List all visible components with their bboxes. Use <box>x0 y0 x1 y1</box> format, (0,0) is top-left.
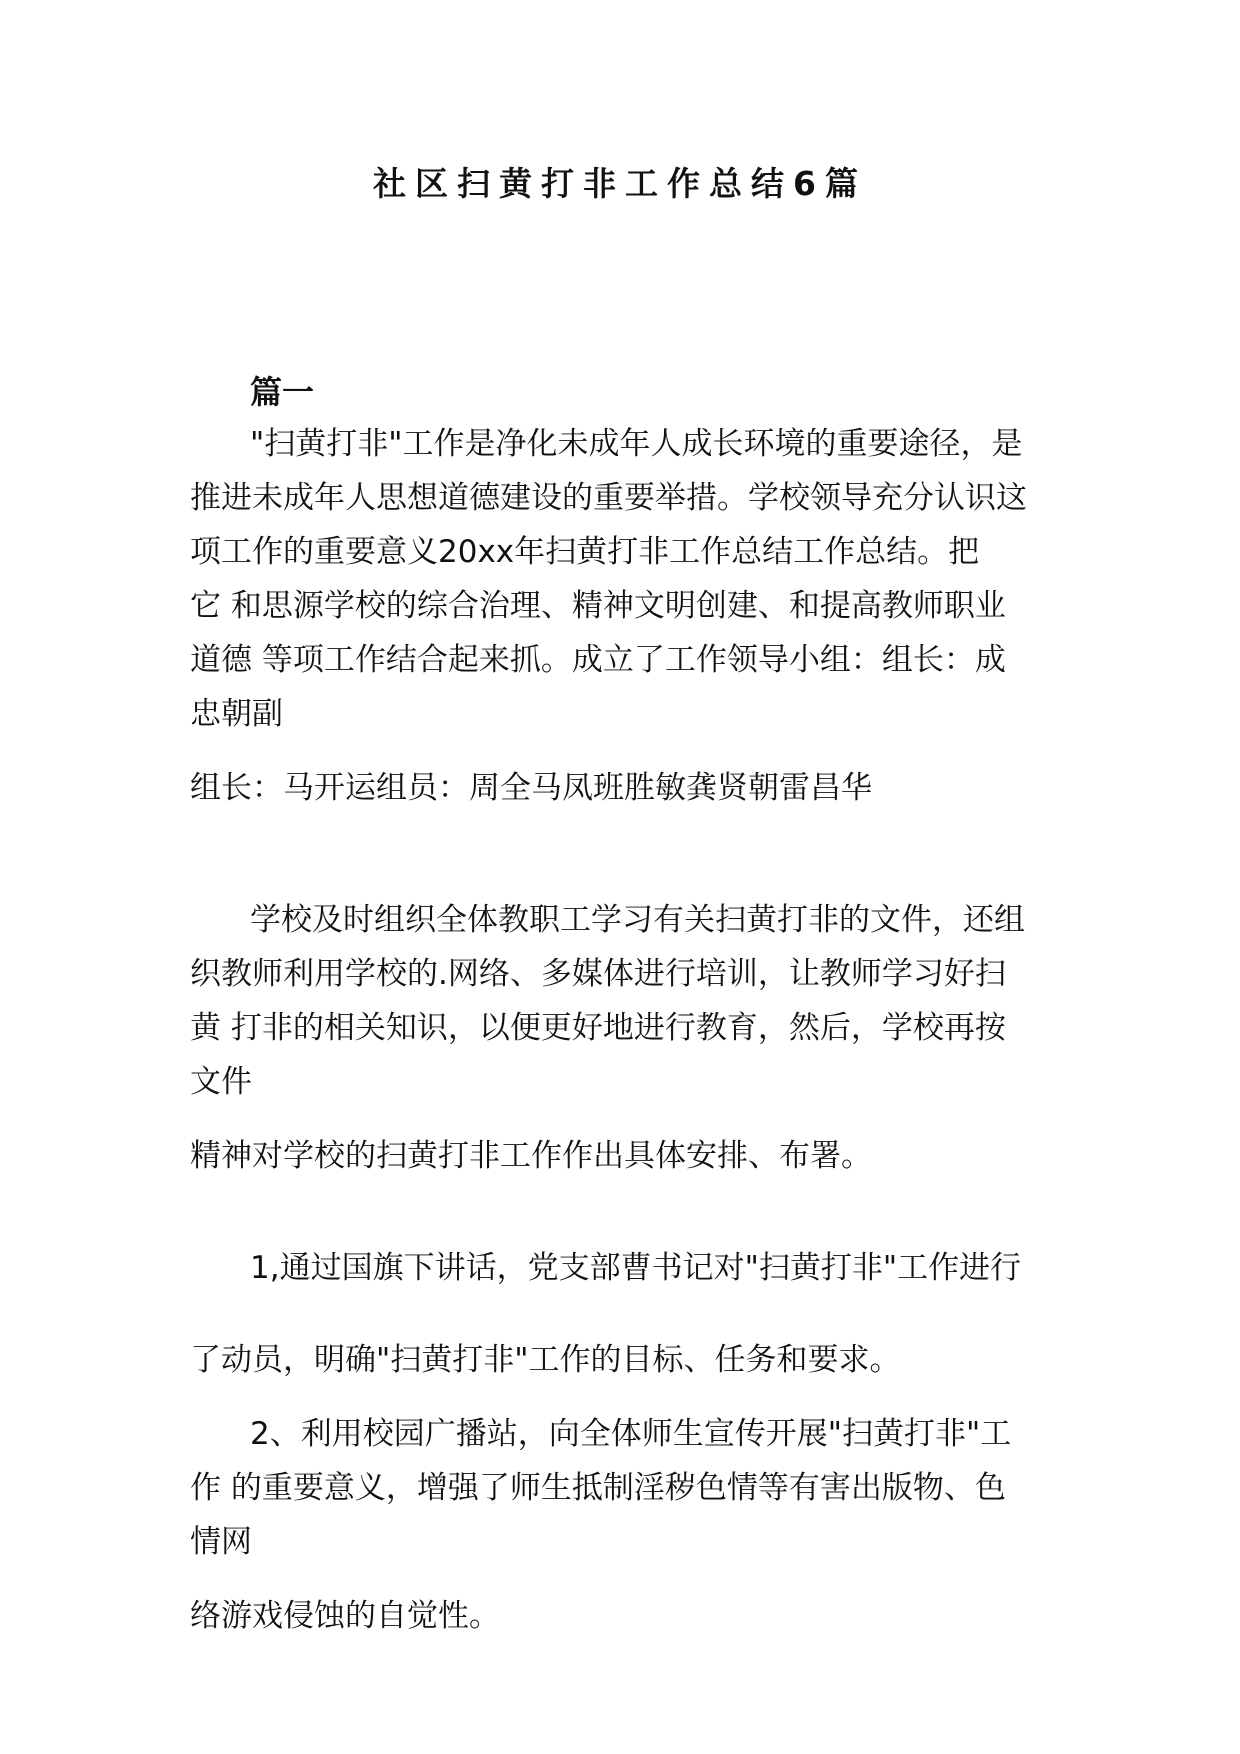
paragraph-line: 学校及时组织全体教职工学习有关扫黄打非的文件，还组 <box>250 902 1025 938</box>
paragraph-line: 情网 <box>190 1524 252 1560</box>
paragraph-line: 组长：马开运组员：周全马凤班胜敏龚贤朝雷昌华 <box>190 770 872 806</box>
paragraph-line: 1,通过国旗下讲话，党支部曹书记对"扫黄打非"工作进行 <box>250 1250 1022 1286</box>
paragraph-line: 织教师利用学校的.网络、多媒体进行培训，让教师学习好扫 <box>190 956 1006 992</box>
paragraph-line: 2、利用校园广播站，向全体师生宣传开展"扫黄打非"工 <box>250 1416 1012 1452</box>
paragraph-line: 它 和思源学校的综合治理、精神文明创建、和提高教师职业 <box>190 588 1006 624</box>
paragraph-line: 推进未成年人思想道德建设的重要举措。学校领导充分认识这 <box>190 480 1027 516</box>
paragraph-line: 了动员，明确"扫黄打非"工作的目标、任务和要求。 <box>190 1342 901 1378</box>
paragraph-line: 作 的重要意义，增强了师生抵制淫秽色情等有害出版物、色 <box>190 1470 1006 1506</box>
paragraph-line: 黄 打非的相关知识，以便更好地进行教育，然后，学校再按 <box>190 1010 1006 1046</box>
paragraph-line: 道德 等项工作结合起来抓。成立了工作领导小组：组长：成 <box>190 642 1006 678</box>
paragraph-line: 精神对学校的扫黄打非工作作出具体安排、布署。 <box>190 1138 872 1174</box>
document-title: 社区扫黄打非工作总结6篇 <box>373 164 867 203</box>
paragraph-line: 项工作的重要意义20xx年扫黄打非工作总结工作总结。把 <box>190 534 980 570</box>
paragraph-line: "扫黄打非"工作是净化未成年人成长环境的重要途径，是 <box>250 426 1023 462</box>
paragraph-line: 文件 <box>190 1064 252 1100</box>
section-heading: 篇一 <box>250 373 315 411</box>
paragraph-line: 络游戏侵蚀的自觉性。 <box>190 1598 500 1634</box>
paragraph-line: 忠朝副 <box>190 696 283 732</box>
